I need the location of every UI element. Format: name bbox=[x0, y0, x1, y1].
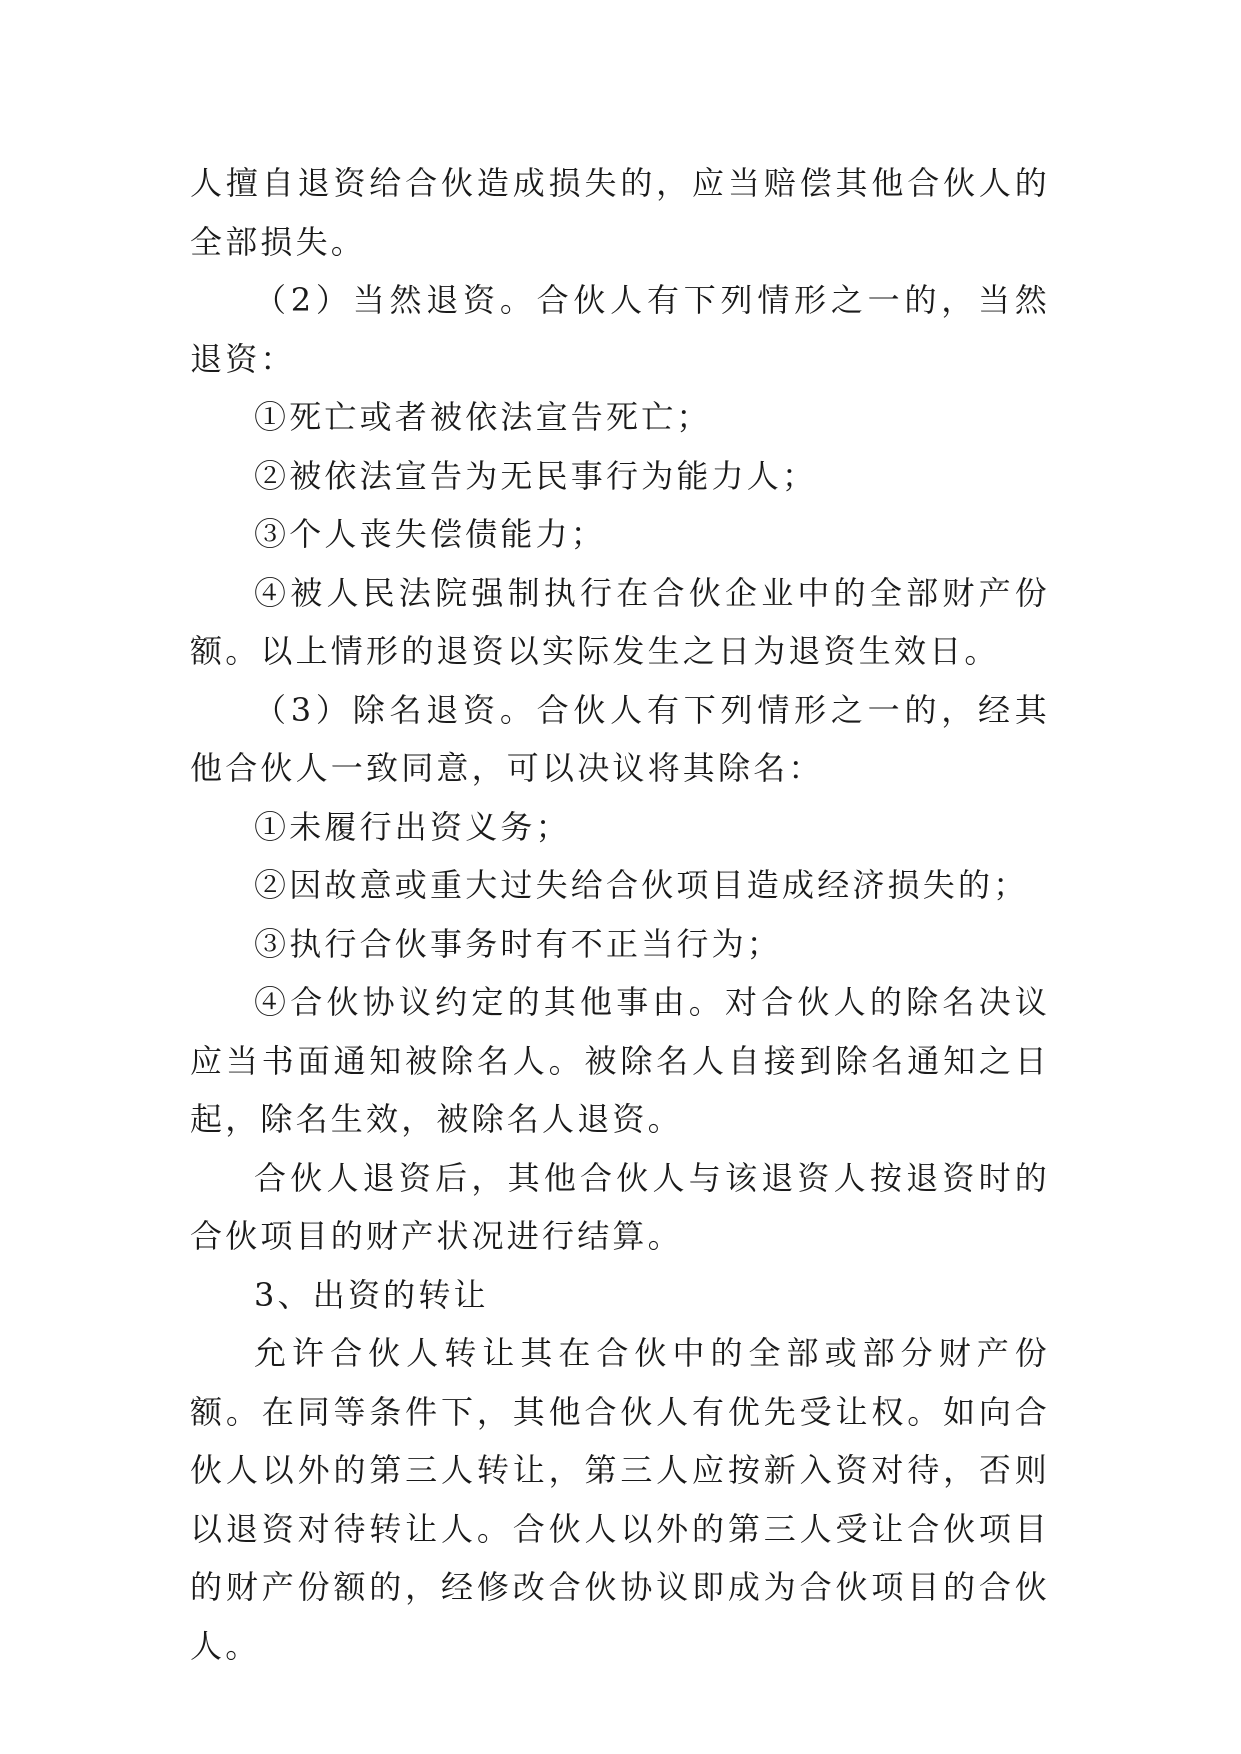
paragraph-natural-withdrawal-item-4: ④被人民法院强制执行在合伙企业中的全部财产份额。以上情形的退资以实际发生之日为退资生效日。 bbox=[190, 573, 1050, 670]
paragraph-capital-transfer: 允许合伙人转让其在合伙中的全部或部分财产份额。在同等条件下，其他合伙人有优先受让权。如向合伙人以外的第三人转让，第三人应按新入资对待，否则以退资对待转让人。合伙人以外的第三人受让合伙项目的财产份额的，经修改合伙协议即成为合伙项目的合伙人。 bbox=[190, 1334, 1050, 1665]
paragraph-expulsion-item-2: ②因故意或重大过失给合伙项目造成经济损失的； bbox=[254, 866, 1029, 904]
paragraph-continuation-loss: 人擅自退资给合伙造成损失的，应当赔偿其他合伙人的全部损失。 bbox=[190, 164, 1050, 261]
paragraph-expulsion-item-4: ④合伙协议约定的其他事由。对合伙人的除名决议应当书面通知被除名人。被除名人自接到除名通知之日起，除名生效，被除名人退资。 bbox=[190, 983, 1050, 1138]
paragraph-natural-withdrawal-item-2: ②被依法宣告为无民事行为能力人； bbox=[254, 456, 818, 495]
paragraph-natural-withdrawal-heading: （2）当然退资。合伙人有下列情形之一的，当然退资： bbox=[190, 281, 1050, 378]
paragraph-natural-withdrawal-item-1: ①死亡或者被依法宣告死亡； bbox=[254, 398, 712, 436]
paragraph-expulsion-heading: （3）除名退资。合伙人有下列情形之一的，经其他合伙人一致同意，可以决议将其除名： bbox=[190, 690, 1050, 787]
document-body bbox=[190, 154, 1050, 1675]
paragraph-expulsion-item-3: ③执行合伙事务时有不正当行为； bbox=[254, 924, 783, 963]
paragraph-expulsion-item-1: ①未履行出资义务； bbox=[254, 807, 571, 846]
paragraph-natural-withdrawal-item-3: ③个人丧失偿债能力； bbox=[254, 515, 607, 553]
paragraph-settlement: 合伙人退资后，其他合伙人与该退资人按退资时的合伙项目的财产状况进行结算。 bbox=[190, 1158, 1050, 1255]
section-heading-capital-transfer: 3、出资的转让 bbox=[254, 1275, 489, 1314]
